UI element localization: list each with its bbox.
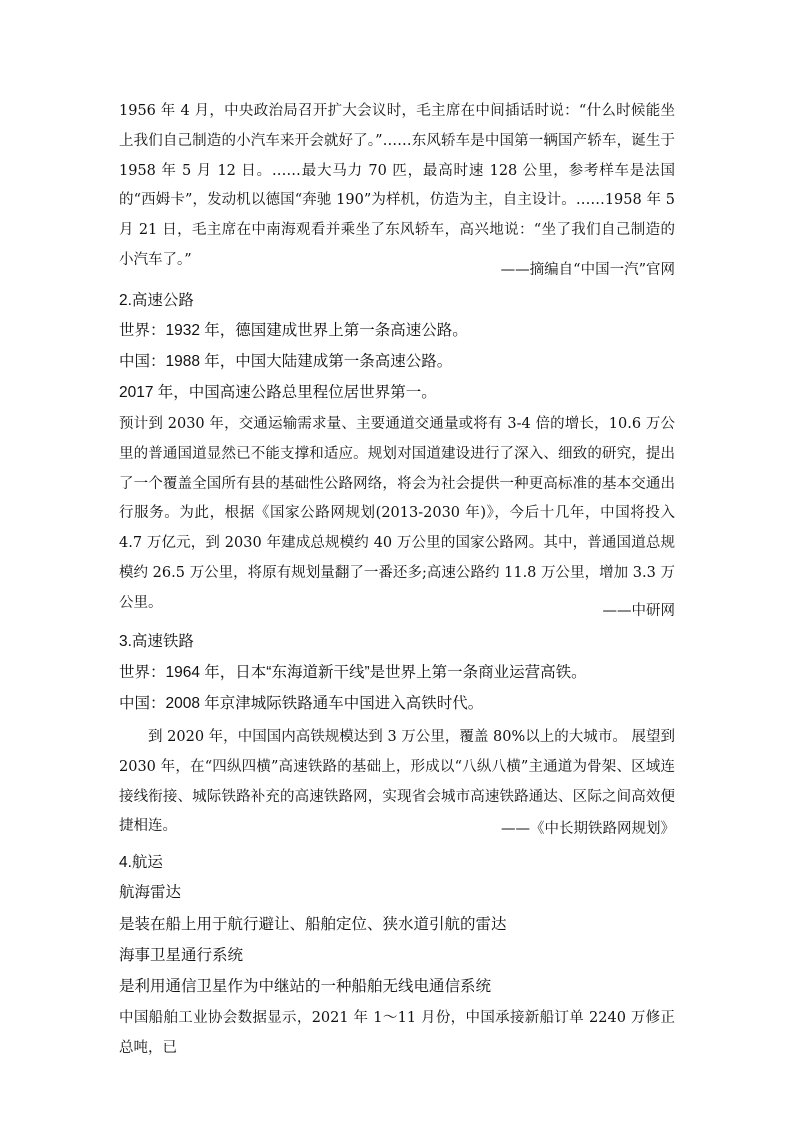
highway-plan-paragraph: 预计到 2030 年，交通运输需求量、主要通道交通量或将有 3-4 倍的增长，10.6 万公里的普通国道显然已不能支撑和适应。规划对国道建设进行了深入、细致的研究，提出了一个覆盖全国所有县的基础性公路网络，将会为社会提供一种更高标准的基本交通出行服务。为此，根据《国家公路网规划(2013-2030 年)》，今后十几年，中国将投入 4.7 万亿元，到 2030 年建成总规模约 40 万公里的国家公路网。其中，普通国道总规模约 26.5 万公里，将原有规划量翻了一番还多;高速公路约 11.8 万公里，增加 3.3 万公里。 — [119, 416, 675, 611]
highway-heading: 2.高速公路 — [119, 292, 194, 309]
satellite-description: 是利用通信卫星作为中继站的一种船舶无线电通信系统 — [119, 978, 492, 995]
rail-plan-paragraph: 到 2020 年，中国国内高铁规模达到 3 万公里，覆盖 80%以上的大城市。 展望到 2030 年，在“四纵四横”高速铁路的基础上，形成以“八纵八横”主通道为骨架、区域连接线衔接、城际铁路补充的高速铁路网，实现省会城市高速铁路通达、区际之间高效便捷相连。 — [119, 729, 675, 835]
satellite-title: 海事卫星通行系统 — [119, 947, 244, 964]
car-source-citation: ——摘编自“中国一汽”官网 — [500, 262, 675, 278]
highway-china-first: 中国：1988 年，中国大陆建成第一条高速公路。 — [119, 353, 453, 370]
highway-world-first: 世界：1932 年，德国建成世界上第一条高速公路。 — [119, 322, 468, 339]
shipbuilding-paragraph: 中国船舶工业协会数据显示，2021 年 1～11 月份，中国承接新船订单 2240 万修正总吨，已 — [119, 1010, 675, 1056]
rail-source-citation: ——《中长期铁路网规划》 — [501, 821, 675, 837]
radar-title: 航海雷达 — [119, 884, 182, 901]
radar-description: 是装在船上用于航行避让、船舶定位、狭水道引航的雷达 — [119, 916, 507, 933]
shipping-heading: 4.航运 — [119, 854, 163, 871]
rail-world-first: 世界：1964 年，日本“东海道新干线”是世界上第一条商业运营高铁。 — [119, 664, 587, 681]
car-history-paragraph: 1956 年 4 月，中央政治局召开扩大会议时，毛主席在中间插话时说：“什么时候能坐上我们自己制造的小汽车来开会就好了。”……东风轿车是中国第一辆国产轿车，诞生于 1958 年 5 月 12 日。……最大马力 70 匹，最高时速 128 公里，参考样车是法国的“西姆卡”，发动机以德国“奔驰 190”为样机，仿造为主，自主设计。……1958 年 5 月 21 日，毛主席在中南海观看并乘坐了东风轿车，高兴地说：“坐了我们自己制造的小汽车了。” — [119, 103, 675, 268]
rail-china-first: 中国：2008 年京津城际铁路通车中国进入高铁时代。 — [119, 695, 484, 712]
highway-source-citation: ——中研网 — [602, 603, 675, 619]
highway-2017-rank: 2017 年，中国高速公路总里程位居世界第一。 — [119, 384, 437, 401]
rail-heading: 3.高速铁路 — [119, 633, 194, 650]
